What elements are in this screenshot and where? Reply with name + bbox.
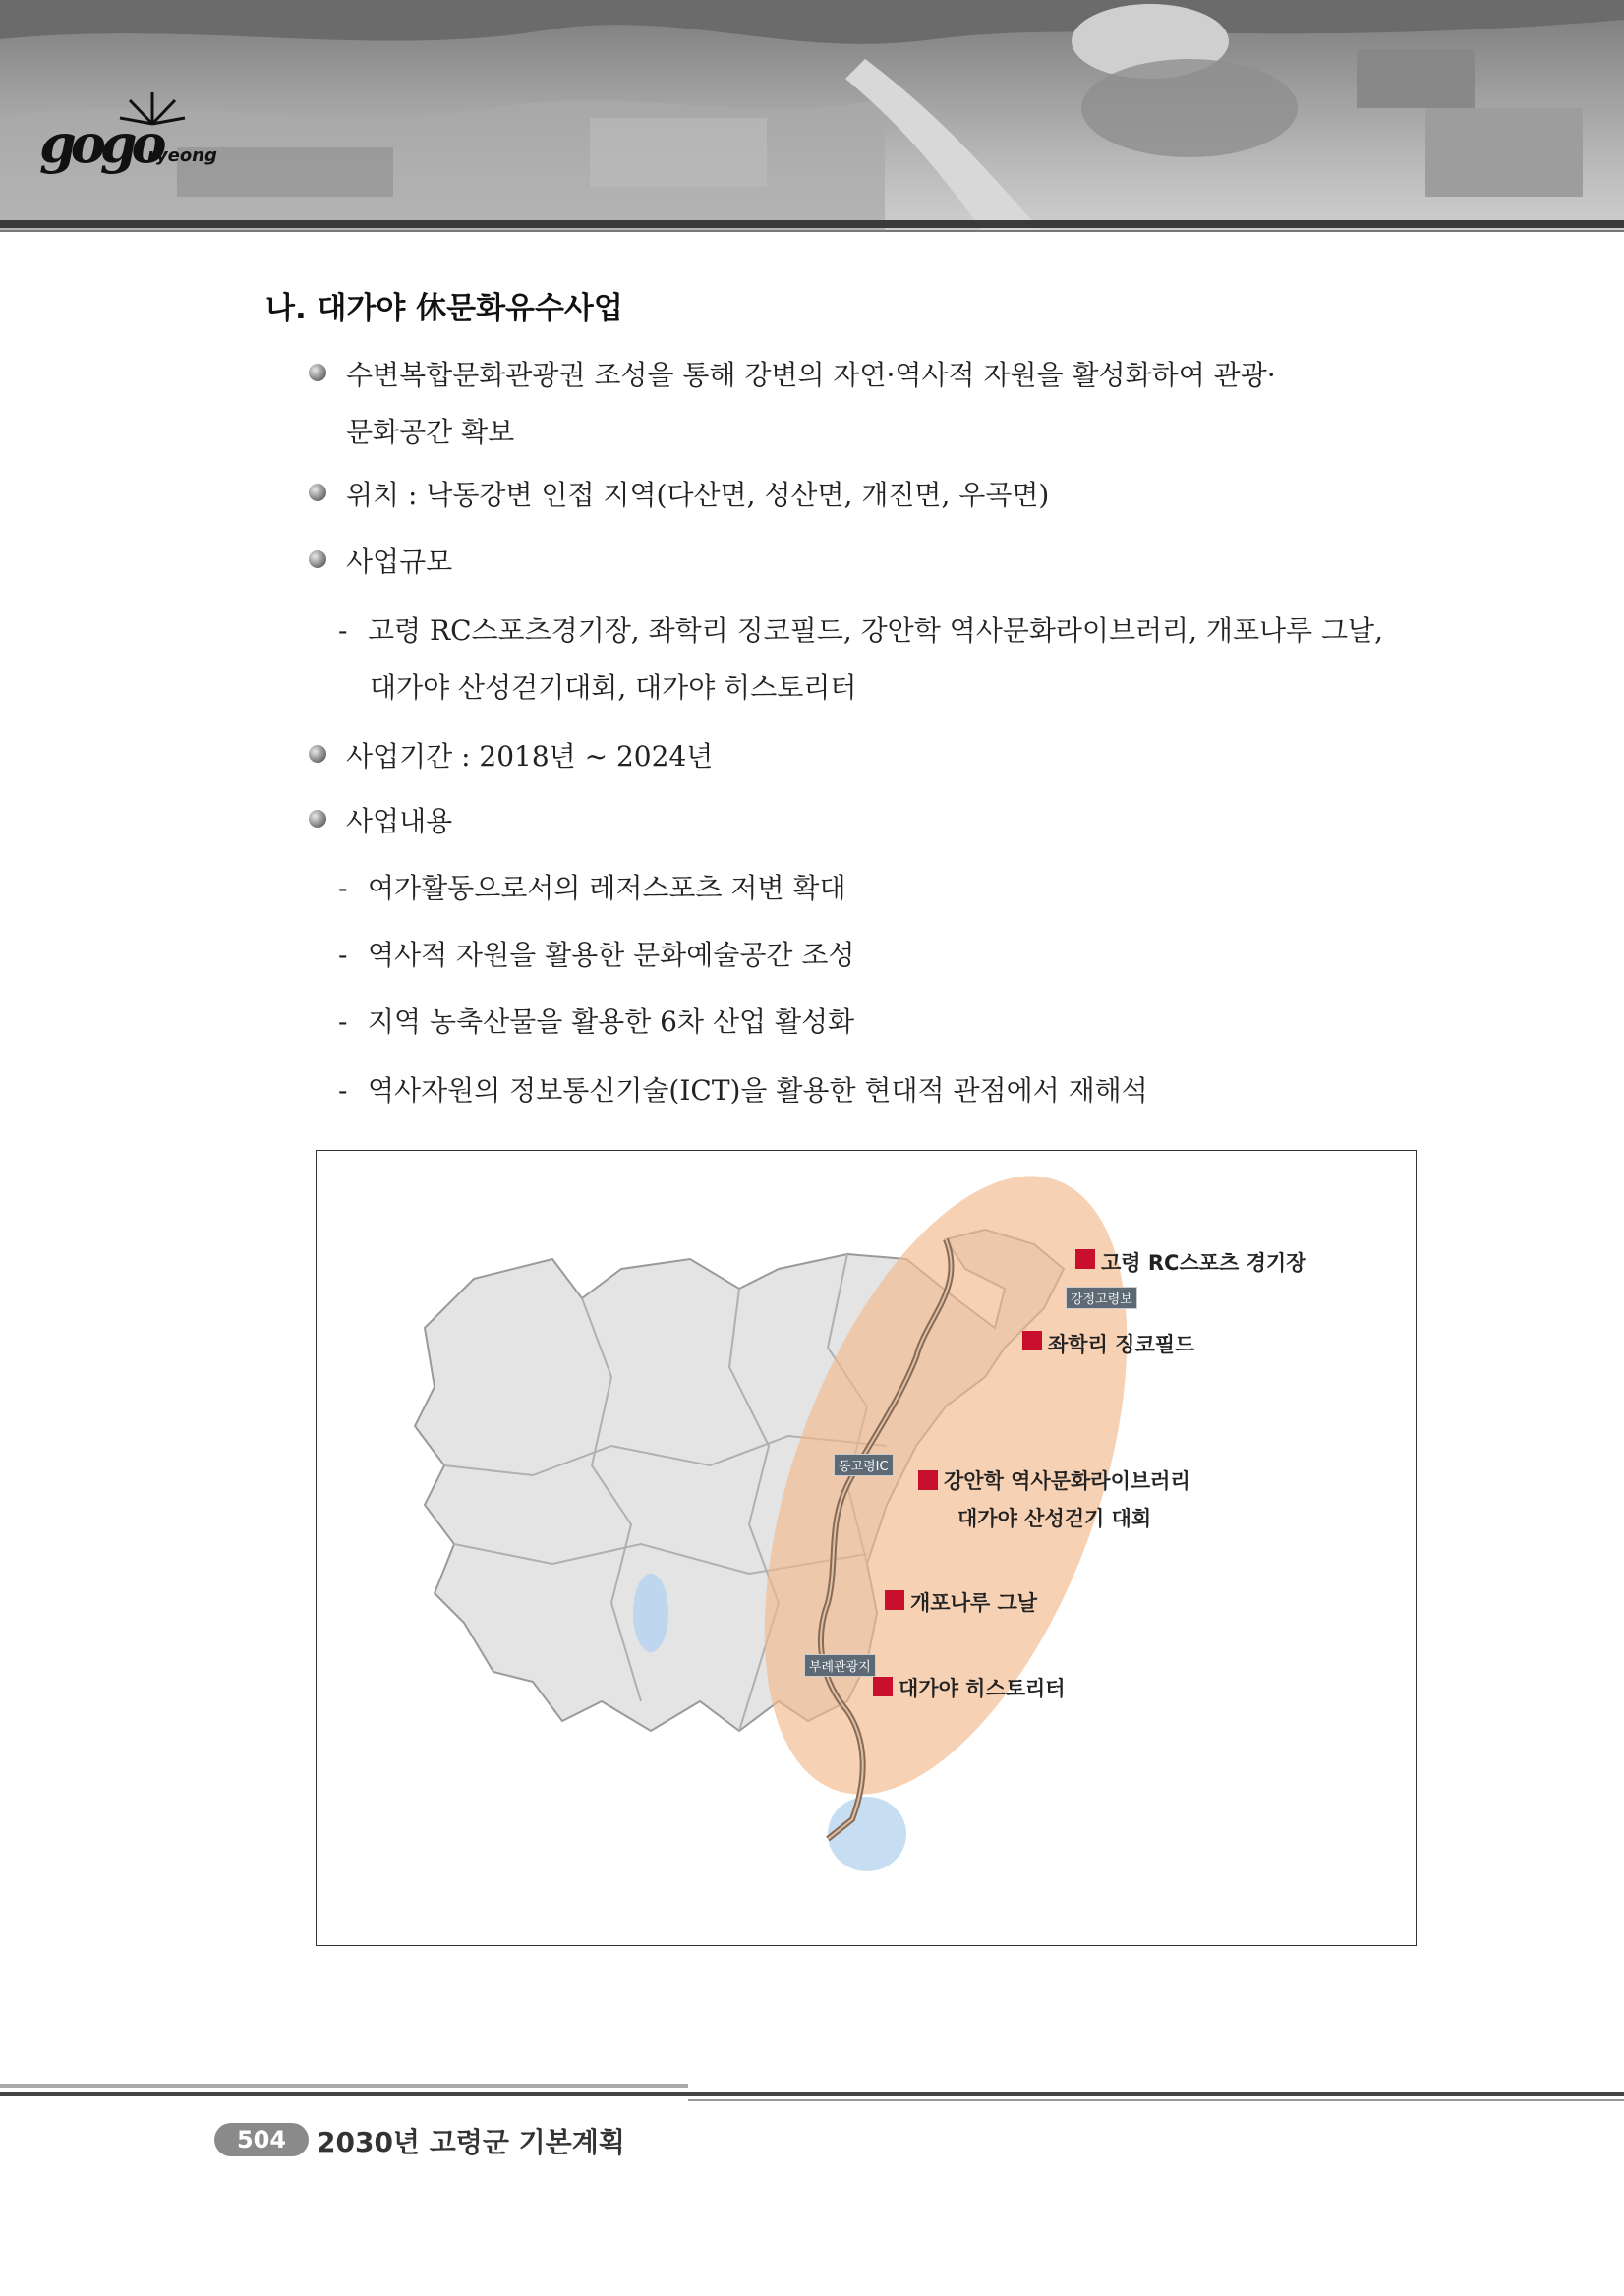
bullet-icon — [309, 364, 326, 381]
bullet-text: 사업규모 — [346, 545, 453, 578]
footer-divider-thin — [688, 2099, 1624, 2101]
map-tag: 부례관광지 — [804, 1654, 876, 1677]
bullet-text: 위치 : 낙동강변 인접 지역(다산면, 성산면, 개진면, 우곡면) — [346, 479, 1050, 511]
marker-label: 개포나루 그날 — [910, 1591, 1038, 1615]
content-item: - 여가활동으로서의 레저스포츠 저변 확대 — [338, 872, 846, 904]
bullet-icon — [309, 550, 326, 568]
marker-label: 강안학 역사문화라이브러리 — [944, 1469, 1190, 1493]
scale-item-continuation: 대가야 산성걷기대회, 대가야 히스토리터 — [370, 671, 857, 704]
map-tag: 강정고령보 — [1066, 1287, 1137, 1309]
gogo-goryeong-logo — [39, 85, 256, 193]
map-marker — [873, 1677, 893, 1696]
bullet-text: 사업내용 — [346, 805, 453, 837]
header-divider — [0, 220, 1624, 228]
bullet-text: 수변복합문화관광권 조성을 통해 강변의 자연·역사적 자원을 활성화하여 관광· — [346, 359, 1276, 391]
marker-label: 좌학리 징코필드 — [1048, 1333, 1195, 1356]
logo-main-text: gogo — [39, 112, 161, 175]
bullet-icon — [309, 810, 326, 828]
map-marker — [1022, 1331, 1042, 1350]
section-title: 나. 대가야 休문화유수사업 — [265, 291, 623, 326]
bullet-text: 사업기간 : 2018년 ~ 2024년 — [346, 740, 714, 773]
bullet-continuation: 문화공간 확보 — [346, 416, 515, 448]
logo-sub-text: ryeong — [147, 145, 217, 166]
marker-label: 대가야 산성걷기 대회 — [957, 1507, 1152, 1530]
project-map-figure — [316, 1150, 1417, 1946]
content-item: - 역사적 자원을 활용한 문화예술공간 조성 — [338, 939, 855, 971]
marker-label: 고령 RC스포츠 경기장 — [1101, 1251, 1306, 1275]
content-item: - 지역 농축산물을 활용한 6차 산업 활성화 — [338, 1005, 855, 1038]
header-divider-thin — [0, 230, 1624, 232]
bullet-icon — [309, 484, 326, 501]
map-tag: 동고령IC — [834, 1454, 894, 1476]
scale-item: - 고령 RC스포츠경기장, 좌학리 징코필드, 강안학 역사문화라이브러리, 개포나루 그날, — [338, 614, 1383, 647]
map-marker — [1075, 1249, 1095, 1269]
marker-label: 대가야 히스토리터 — [899, 1677, 1066, 1700]
map-marker — [918, 1470, 938, 1490]
bullet-icon — [309, 745, 326, 763]
map-marker — [885, 1590, 904, 1610]
document-title: 2030년 고령군 기본계획 — [317, 2126, 625, 2158]
page-number: 504 — [214, 2123, 309, 2156]
footer-divider-light — [0, 2084, 688, 2088]
header-banner — [0, 0, 1624, 232]
footer-divider — [0, 2092, 1624, 2096]
content-item: - 역사자원의 정보통신기술(ICT)을 활용한 현대적 관점에서 재해석 — [338, 1074, 1148, 1107]
